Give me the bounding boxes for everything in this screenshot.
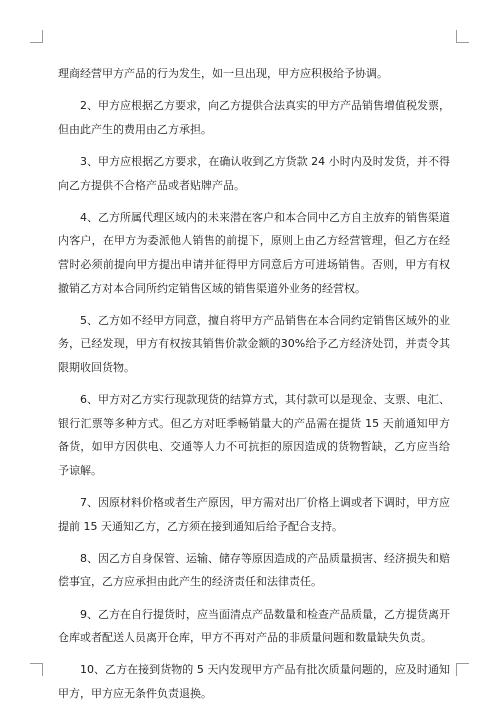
paragraph-clause-7: 7、因原材料价格或者生产原因，甲方需对出厂价格上调或者下调时，甲方应提前 15 天通知乙方，乙方须在接到通知后给予配合支持。: [58, 496, 450, 533]
paragraph-clause-2: 2、甲方应根据乙方要求，向乙方提供合法真实的甲方产品销售增值税发票，但由此产生的费用由乙方承担。: [58, 99, 450, 136]
paragraph-clause-5: 5、乙方如不经甲方同意，擅自将甲方产品销售在本合同约定销售区域外的业务，已经发现，甲方有权按其销售价款金额的30%给予乙方经济处罚，并责令其限期收回货物。: [58, 313, 450, 374]
paragraph-clause-10: 10、乙方在接到货物的 5 天内发现甲方产品有批次质量问题的，应及时通知甲方，甲方应无条件负责退换。: [58, 663, 450, 700]
paragraph-clause-6: 6、甲方对乙方实行现款现货的结算方式，其付款可以是现金、支票、电汇、银行汇票等多种方式。但乙方对旺季畅销量大的产品需在提货 15 天前通知甲方备货，如甲方因供电、交通等人力不可抗拒的原因造成的货物暂缺，乙方应当给予谅解。: [58, 393, 450, 477]
paragraph-clause-9: 9、乙方在自行提货时，应当面清点产品数量和检查产品质量，乙方提货离开仓库或者配送人员离开仓库，甲方不再对产品的非质量问题和数量缺失负责。: [58, 607, 450, 645]
crop-mark-top-right: [456, 30, 469, 43]
crop-mark-bottom-right: [456, 663, 469, 676]
crop-mark-bottom-left: [30, 663, 43, 676]
crop-mark-top-left: [30, 30, 43, 43]
paragraph-clause-4: 4、乙方所属代理区域内的未来潜在客户和本合同中乙方自主放弃的销售渠道内客户，在甲方为委派他人销售的前提下，原则上由乙方经营管理，但乙方在经营时必须前提向甲方提出申请并征得甲方同意后方可进场销售。否则，甲方有权撤销乙方对本合同所约定销售区域的销售渠道外业务的经营权。: [58, 210, 450, 295]
paragraph-clause-8: 8、因乙方自身保管、运输、储存等原因造成的产品质量损害、经济损失和赔偿事宜，乙方应承担由此产生的经济责任和法律责任。: [58, 551, 450, 589]
paragraph-clause-3: 3、甲方应根据乙方要求，在确认收到乙方货款 24 小时内及时发货，并不得向乙方提供不合格产品或者贴牌产品。: [58, 154, 450, 192]
document-body: [58, 62, 450, 714]
paragraph-continued: 理商经营甲方产品的行为发生，如一旦出现，甲方应积极给予协调。: [58, 67, 388, 80]
